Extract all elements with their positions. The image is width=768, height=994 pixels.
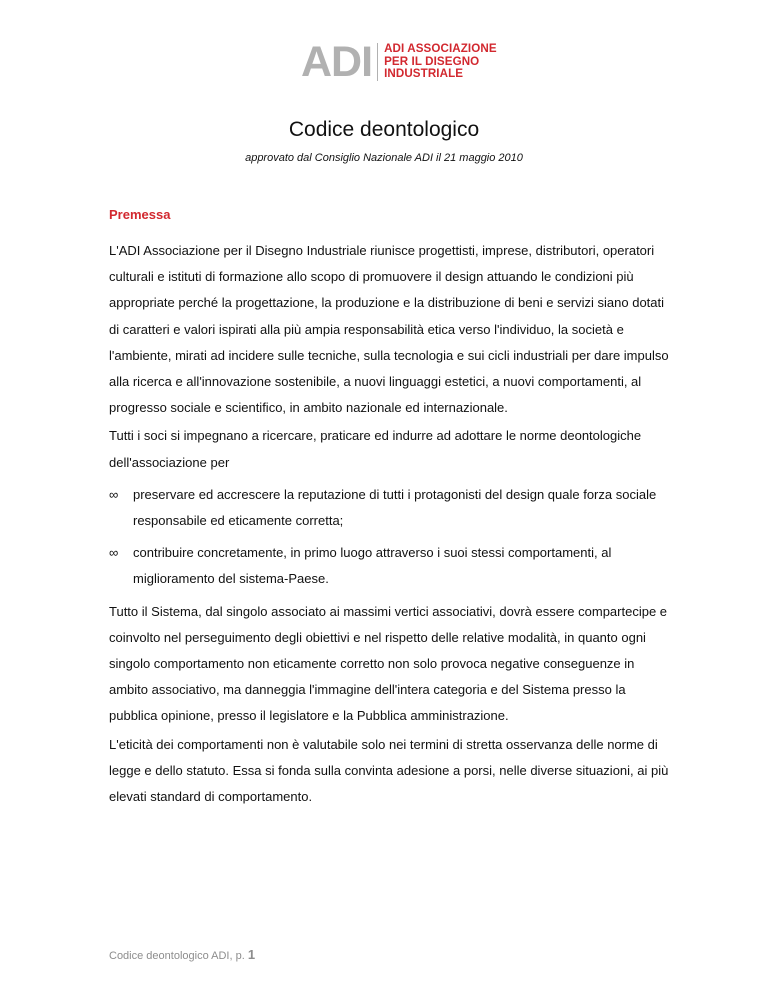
logo-text-line: PER IL DISEGNO — [384, 54, 480, 68]
footer-label: Codice deontologico ADI, p. — [109, 950, 245, 962]
logo-wordmark — [384, 43, 497, 81]
infinity-bullet-icon: ∞ — [109, 545, 119, 561]
adi-logo — [301, 38, 497, 86]
document-title: Codice deontologico — [288, 118, 480, 141]
list-item — [109, 540, 669, 592]
infinity-bullet-icon: ∞ — [109, 486, 119, 502]
logo-text-line: ADI ASSOCIAZIONE — [384, 42, 497, 55]
paragraph: L'ADI Associazione per il Disegno Industriale riunisce progettisti, imprese, distributori, operatori culturali e istituti di formazione allo scopo di promuovere il design attuando le condizioni più appropriate perché la progettazione, la produzione e la distribuzione di beni e servizi siano dotati di caratteri e valori ispirati alla più ampia responsabilità etica verso l'individuo, la società e l'ambiente, mirati ad incidere sulle tecniche, sulla tecnologia e sui cicli industriali per dare impulso alla ricerca e all'innovazione sostenibile, a nuovi linguaggi estetici, a nuovi comportamenti, al progresso sociale e scientifico, in ambito nazionale ed internazionale. — [109, 243, 669, 416]
list-item — [109, 482, 669, 534]
page-number: 1 — [247, 947, 256, 962]
page-footer — [109, 947, 255, 962]
document-body — [109, 206, 669, 812]
bullet-list — [109, 482, 669, 593]
logo-divider — [377, 43, 378, 81]
logo-mark: ADI — [301, 38, 373, 86]
paragraph: Tutto il Sistema, dal singolo associato ai massimi vertici associativi, dovrà essere compartecipe e coinvolto nel perseguimento degli obiettivi e nel rispetto delle relative modalità, in quanto ogni singolo comportamento non eticamente corretto non solo provoca negative conseguenze in ambito associativo, ma danneggia l'immagine dell'intera categoria e del Sistema presso la pubblica opinione, presso il legislatore e la Pubblica amministrazione. — [109, 603, 668, 724]
list-item-text: preservare ed accrescere la reputazione di tutti i protagonisti del design quale forza sociale responsabile ed eticamente corretta; — [133, 486, 657, 529]
logo-text-line: INDUSTRIALE — [384, 67, 464, 80]
section-heading: Premessa — [109, 207, 171, 222]
paragraph: L'eticità dei comportamenti non è valutabile solo nei termini di stretta osservanza delle norme di legge e dello statuto. Essa si fonda sulla convinta adesione a porsi, nelle diverse situazioni, ai più elevati standard di comportamento. — [109, 736, 669, 805]
document-subtitle: approvato dal Consiglio Nazionale ADI il 21 maggio 2010 — [245, 152, 523, 164]
list-item-text: contribuire concretamente, in primo luogo attraverso i suoi stessi comportamenti, al miglioramento del sistema-Paese. — [133, 545, 612, 587]
paragraph: Tutti i soci si impegnano a ricercare, praticare ed indurre ad adottare le norme deontologiche dell'associazione per — [109, 428, 642, 470]
